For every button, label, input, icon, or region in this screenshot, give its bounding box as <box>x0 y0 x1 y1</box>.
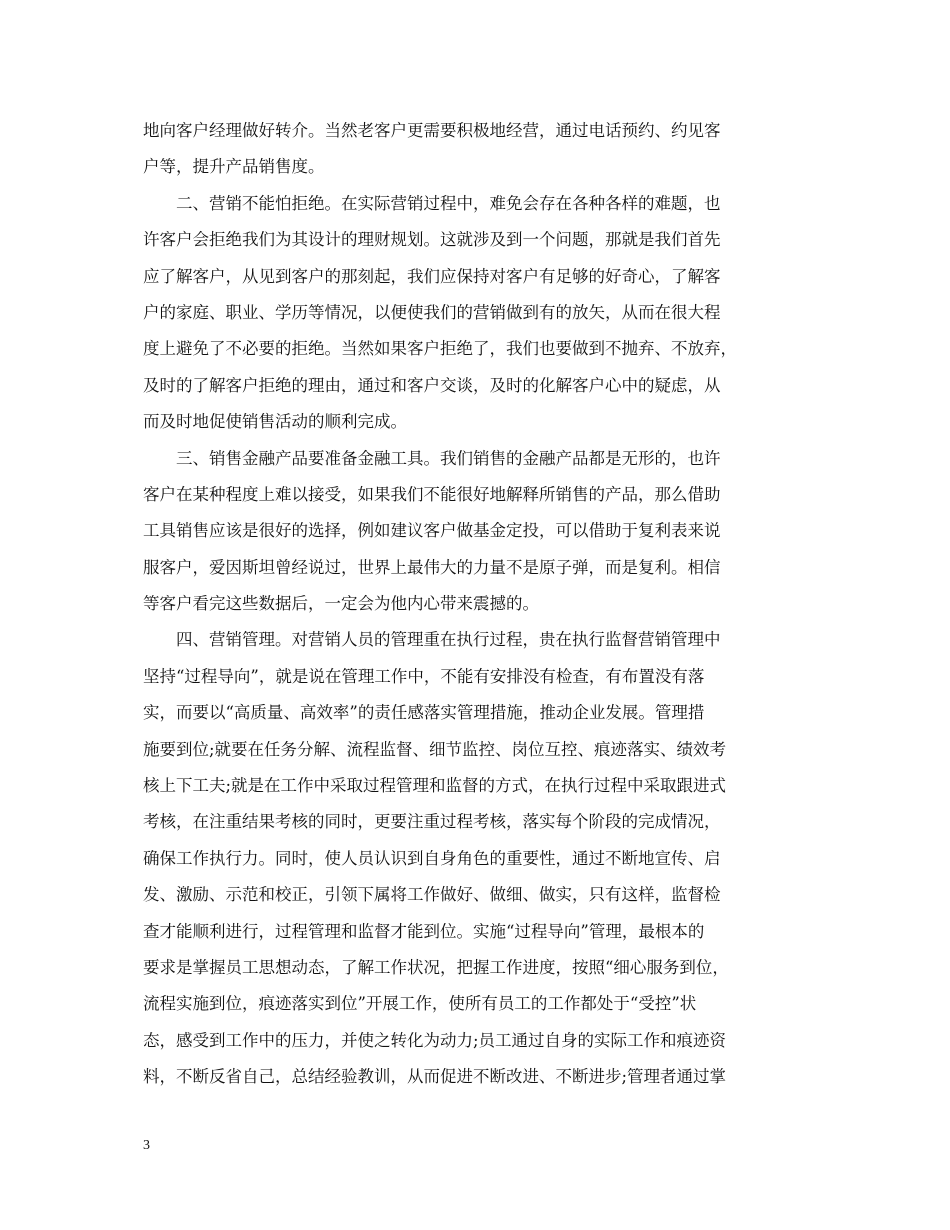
text-line: 服客户，爱因斯坦曾经说过，世界上最伟大的力量不是原子弹，而是复利。相信 <box>143 557 721 577</box>
text-line: 度上避免了不必要的拒绝。当然如果客户拒绝了，我们也要做到不抛弃、不放弃， <box>143 339 737 359</box>
text-line: 坚持“过程导向”，就是说在管理工作中，不能有安排没有检查，有布置没有落 <box>143 666 705 686</box>
text-line: 料，不断反省自己，总结经验教训，从而促进不断改进、不断进步;管理者通过掌 <box>143 1067 727 1087</box>
text-line: 户的家庭、职业、学历等情况，以便使我们的营销做到有的放矢，从而在很大程 <box>143 302 721 322</box>
text-line: 应了解客户，从见到客户的那刻起，我们应保持对客户有足够的好奇心，了解客 <box>143 266 721 286</box>
text-line: 许客户会拒绝我们为其设计的理财规划。这就涉及到一个问题，那就是我们首先 <box>143 230 721 250</box>
text-line: 确保工作执行力。同时，使人员认识到自身角色的重要性，通过不断地宣传、启 <box>143 848 721 868</box>
text-line: 实，而要以“高质量、高效率”的责任感落实管理措施，推动企业发展。管理措 <box>143 703 705 723</box>
text-line: 施要到位;就要在任务分解、流程监督、细节监控、岗位互控、痕迹落实、绩效考 <box>143 739 727 759</box>
text-line: 等客户看完这些数据后，一定会为他内心带来震撼的。 <box>143 594 539 614</box>
text-line: 考核，在注重结果考核的同时，更要注重过程考核，落实每个阶段的完成情况， <box>143 812 721 832</box>
page-number: 3 <box>143 1138 150 1153</box>
text-line: 及时的了解客户拒绝的理由，通过和客户交谈，及时的化解客户心中的疑虑，从 <box>143 375 721 395</box>
text-line: 流程实施到位，痕迹落实到位”开展工作，使所有员工的工作都处于“受控”状 <box>143 994 697 1014</box>
text-line: 二、营销不能怕拒绝。在实际营销过程中，难免会存在各种各样的难题，也 <box>143 193 721 213</box>
text-line: 而及时地促使销售活动的顺利完成。 <box>143 412 407 432</box>
text-line: 三、销售金融产品要准备金融工具。我们销售的金融产品都是无形的，也许 <box>143 448 721 468</box>
text-line: 态，感受到工作中的压力，并使之转化为动力;员工通过自身的实际工作和痕迹资 <box>143 1030 727 1050</box>
text-line: 工具销售应该是很好的选择，例如建议客户做基金定投，可以借助于复利表来说 <box>143 521 721 541</box>
body-text <box>143 113 823 1096</box>
text-line: 地向客户经理做好转介。当然老客户更需要积极地经营，通过电话预约、约见客 <box>143 121 721 140</box>
text-line: 要求是掌握员工思想动态，了解工作状况，把握工作进度，按照“细心服务到位， <box>143 957 729 977</box>
text-line: 核上下工夫;就是在工作中采取过程管理和监督的方式，在执行过程中采取跟进式 <box>143 776 727 796</box>
text-line: 客户在某种程度上难以接受，如果我们不能很好地解释所销售的产品，那么借助 <box>143 484 721 504</box>
text-line: 户等，提升产品销售度。 <box>143 157 325 177</box>
text-line: 发、激励、示范和校正，引领下属将工作做好、做细、做实，只有这样，监督检 <box>143 885 721 905</box>
text-line: 四、营销管理。对营销人员的管理重在执行过程，贵在执行监督营销管理中 <box>143 630 721 650</box>
text-line: 查才能顺利进行，过程管理和监督才能到位。实施“过程导向”管理，最根本的 <box>143 921 705 941</box>
